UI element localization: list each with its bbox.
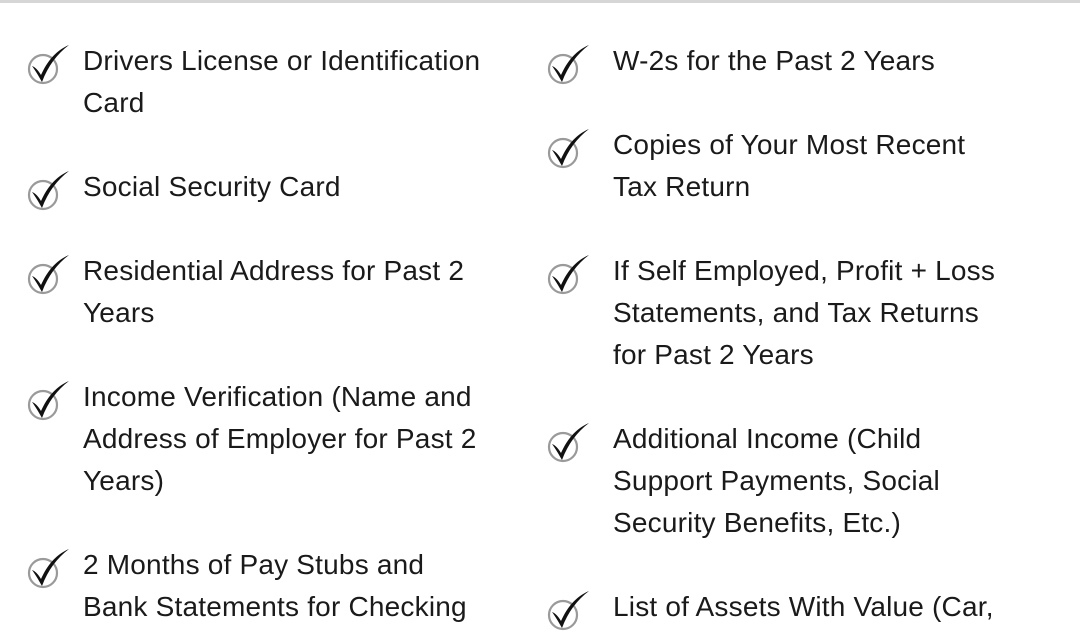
checkmark-icon [26, 252, 72, 296]
checkmark-icon [26, 378, 72, 422]
top-divider [0, 0, 1080, 3]
checklist-item-label: List of Assets With Value (Car, [613, 591, 994, 622]
checkmark-icon [546, 588, 592, 632]
checklist-item [26, 250, 464, 334]
checklist-item-label: Residential Address for Past 2 Years [83, 255, 465, 328]
checklist-item [26, 166, 341, 212]
checklist-item-label: Additional Income (Child Support Payments, Social Security Benefits, Etc.) [613, 423, 940, 538]
checklist-item-label: 2 Months of Pay Stubs and Bank Statements for Checking [83, 549, 467, 622]
checklist-item [546, 418, 940, 544]
checklist-item-label: W-2s for the Past 2 Years [613, 45, 935, 76]
checklist-item [26, 40, 480, 124]
checkmark-icon [546, 252, 592, 296]
checklist-item-label: Copies of Your Most Recent Tax Return [613, 129, 966, 202]
checklist-item [546, 586, 994, 632]
checklist-item [26, 544, 467, 628]
checkmark-icon [546, 420, 592, 464]
checklist-item-label: Income Verification (Name and Address of Employer for Past 2 Years) [83, 381, 477, 496]
checkmark-icon [26, 168, 72, 212]
checklist-item [26, 376, 477, 502]
checkmark-icon [546, 42, 592, 86]
checklist-item [546, 40, 935, 86]
checklist-item [546, 250, 995, 376]
checkmark-icon [546, 126, 592, 170]
checklist-item-label: Social Security Card [83, 171, 341, 202]
checklist-item-label: Drivers License or Identification Card [83, 45, 481, 118]
checklist-item [546, 124, 965, 208]
checkmark-icon [26, 42, 72, 86]
checklist-item-label: If Self Employed, Profit + Loss Statements, and Tax Returns for Past 2 Years [613, 255, 996, 370]
checkmark-icon [26, 546, 72, 590]
